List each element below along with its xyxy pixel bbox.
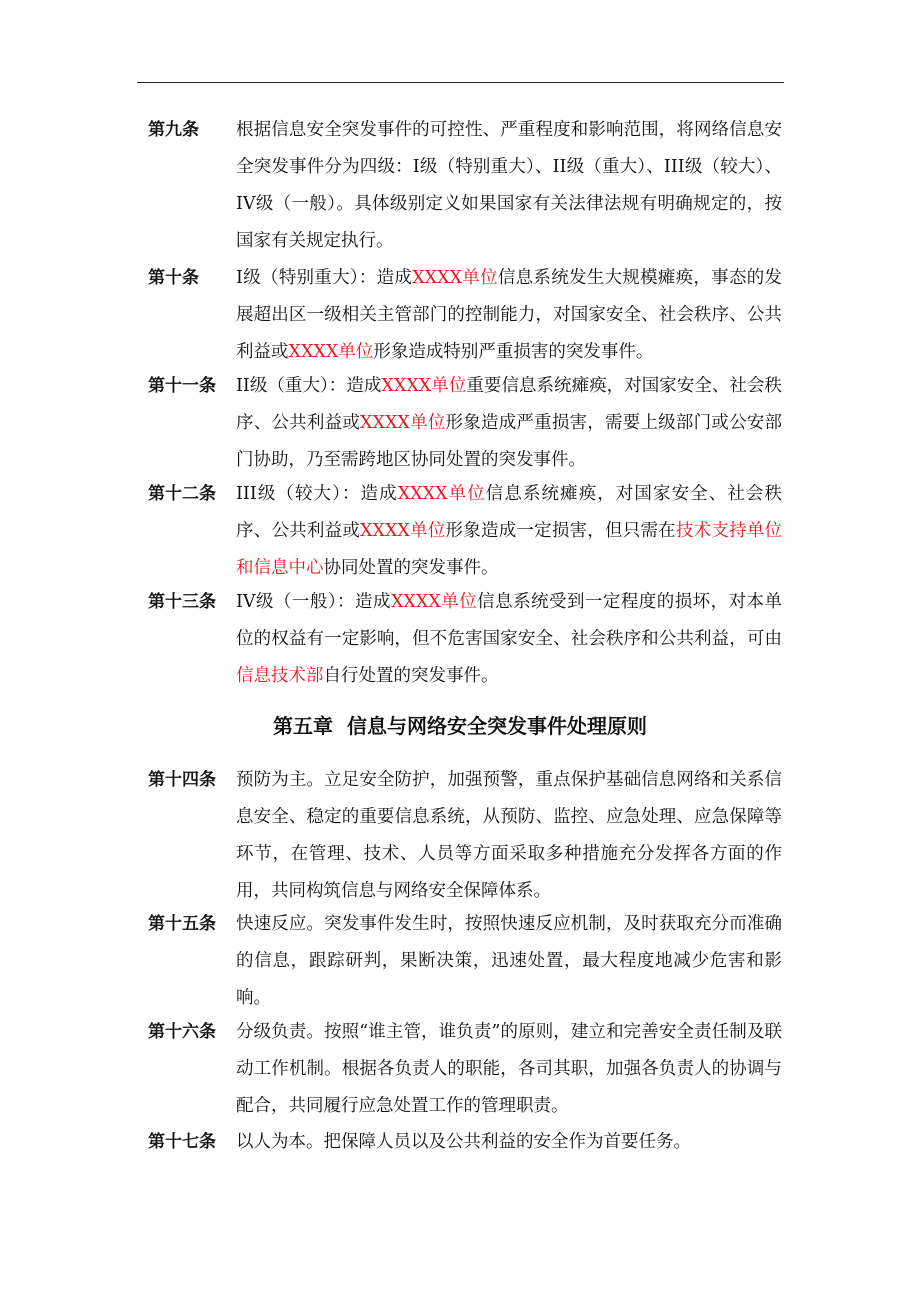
text-segment: 信息系统瘫痪，对国家安全、社会秩序、公共利益或: [236, 484, 782, 541]
text-segment: 形象造成一定损害，但只需在: [445, 521, 676, 541]
text-segment: 重要信息系统瘫痪，对国家安全、社会秩序、公共利益或: [236, 376, 783, 433]
article-text: [236, 476, 782, 587]
article-number: 第十六条: [148, 1022, 216, 1042]
highlight-segment: XXXX单位: [397, 484, 486, 504]
article-15: [148, 906, 788, 1017]
article-number: 第十三条: [148, 592, 216, 612]
article-number: 第十四条: [148, 770, 216, 790]
text-segment: 信息系统发生大规模瘫痪，事态的发展超出区一级相关主管部门的控制能力，对国家安全、社会秩序、公共利益或: [236, 268, 783, 362]
text-segment: III级（较大）：造成: [236, 484, 398, 504]
text-segment: 分级负责。按照“谁主管，谁负责”的原则，建立和完善安全责任制及联动工作机制。根据各负责人的职能，各司其职，加强各负责人的协调与配合，共同履行应急处置工作的管理职责。: [236, 1022, 782, 1116]
text-segment: I级（特别重大）：造成: [236, 268, 413, 288]
article-11: [148, 368, 788, 479]
article-16: [148, 1014, 788, 1125]
highlight-segment: XXXX单位: [381, 376, 467, 396]
article-text: [236, 584, 782, 695]
text-segment: 快速反应。突发事件发生时，按照快速反应机制，及时获取充分而准确的信息，跟踪研判，果断决策，迅速处置，最大程度地减少危害和影响。: [236, 914, 782, 1008]
text-segment: IV级（一般）：造成: [236, 592, 391, 612]
text-segment: 形象造成严重损害，需要上级部门或公安部门协助，乃至需跨地区协同处置的突发事件。: [236, 413, 783, 470]
article-text: [236, 1014, 782, 1125]
article-text: [236, 112, 782, 260]
highlight-segment: 信息技术部: [236, 666, 324, 686]
highlight-segment: XXXX单位: [412, 268, 498, 288]
article-number: 第十五条: [148, 914, 216, 934]
article-10: [148, 260, 788, 371]
text-segment: II级（重大）：造成: [236, 376, 382, 396]
article-text: [236, 260, 782, 371]
article-number: 第十一条: [148, 376, 216, 396]
article-12: [148, 476, 788, 587]
article-17: [148, 1124, 788, 1161]
article-number: 第十七条: [148, 1132, 216, 1152]
article-number: 第十条: [148, 268, 199, 288]
highlight-segment: XXXX单位: [360, 521, 446, 541]
text-segment: 以人为本。把保障人员以及公共利益的安全作为首要任务。: [236, 1132, 691, 1152]
article-14: [148, 762, 788, 910]
text-segment: 自行处置的突发事件。: [323, 666, 499, 686]
text-segment: 协同处置的突发事件。: [323, 558, 499, 578]
highlight-segment: XXXX单位: [390, 592, 478, 612]
text-segment: 信息系统受到一定程度的损坏，对本单位的权益有一定影响，但不危害国家安全、社会秩序和公共利益，可由: [236, 592, 782, 649]
article-number: 第九条: [148, 120, 199, 140]
highlight-segment: 技术支持单位和信息中心: [236, 521, 783, 578]
text-segment: 根据信息安全突发事件的可控性、严重程度和影响范围，将网络信息安全突发事件分为四级：I级（特别重大）、II级（重大）、III级（较大）、IV级（一般）。具体级别定义如果国家有关法律法规有明确规定的，按国家有关规定执行。: [236, 120, 782, 251]
article-text: [236, 1124, 782, 1161]
article-text: [236, 368, 782, 479]
text-segment: 预防为主。立足安全防护，加强预警，重点保护基础信息网络和关系信息安全、稳定的重要信息系统，从预防、监控、应急处理、应急保障等环节，在管理、技术、人员等方面采取多种措施充分发挥各方面的作用，共同构筑信息与网络安全保障体系。: [236, 770, 782, 901]
chapter-title: 第五章 信息与网络安全突发事件处理原则: [273, 714, 647, 738]
highlight-segment: XXXX单位: [288, 342, 374, 362]
highlight-segment: XXXX单位: [360, 413, 446, 433]
article-text: [236, 906, 782, 1017]
text-segment: 形象造成特别严重损害的突发事件。: [373, 342, 654, 362]
article-9: [148, 112, 788, 260]
article-13: [148, 584, 788, 695]
article-text: [236, 762, 782, 910]
header-rule: [137, 82, 784, 83]
article-number: 第十二条: [148, 484, 216, 504]
